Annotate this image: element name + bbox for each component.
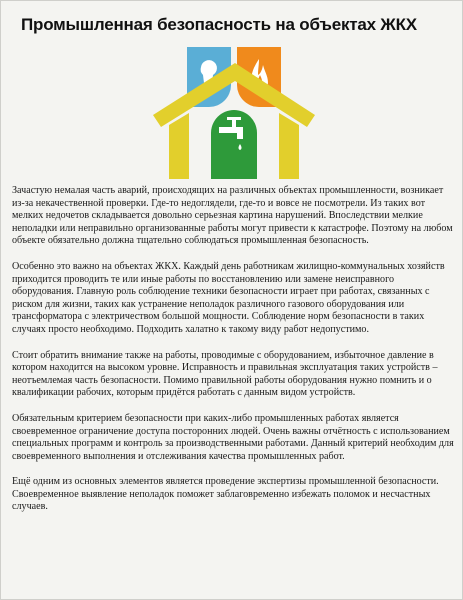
- paragraph: Ещё одним из основных элементов является проведение экспертизы промышленной безопасности. Своевременное выявление неполадок поможет заблаговременно избежать поломок и несчастных случаев.: [12, 476, 439, 513]
- house-wall-left: [169, 113, 189, 179]
- paragraph: Стоит обратить внимание также на работы, проводимые с оборудованием, избыточное давление в котором находится на высоком уровне. Исправность и правильная эксплуатация таких устройств – неотъемлемая часть безопасности. Помимо правильной работы оборудования нужно помнить и о квалификации рабочих, которым придётся работать с данным видом устройств.: [12, 349, 438, 399]
- page-title: Промышленная безопасность на объектах ЖКХ: [21, 15, 417, 34]
- article-body: [12, 185, 454, 527]
- housing-utilities-logo: [147, 41, 321, 183]
- paragraph: Обязательным критерием безопасности при каких-либо промышленных работах является своевременное ограничение доступа посторонних людей. Очень важны отчётность с использованием специальных программ и контроль за производственными работами. Данный критерий необходим для своевременного выполнения и отслеживания качества промышленных работ.: [12, 412, 454, 462]
- house-wall-right: [279, 113, 299, 179]
- paragraph: Особенно это важно на объектах ЖКХ. Каждый день работникам жилищно-коммунальных хозяйств приходится проводить те или иные работы по восстановлению или замене неисправного оборудования. Главную роль соблюдение техники безопасности играет при работах, связанных с риском для жизни, таких как устранение неполадок различного газового оборудования или трансформатора с электричеством большой мощности. Соблюдение норм безопасности в таких случаях просто необходимо. Подходить халатно к такому виду работ недопустимо.: [12, 260, 445, 335]
- water-tap-icon: [211, 110, 257, 179]
- paragraph: Зачастую немалая часть аварий, происходящих на различных объектах промышленности, возникает из-за некачественной проверки. Где-то недоглядели, где-то и вовсе не посмотрели. Из таких вот мелких недочетов складывается довольно серьезная картина нарушений. Впоследствии мелкие неполадки или неправильно организованные работы могут привести к катастрофе. Поэтому на любом объекте обязательно должна тщательно соблюдаться промышленная безопасность.: [12, 185, 453, 247]
